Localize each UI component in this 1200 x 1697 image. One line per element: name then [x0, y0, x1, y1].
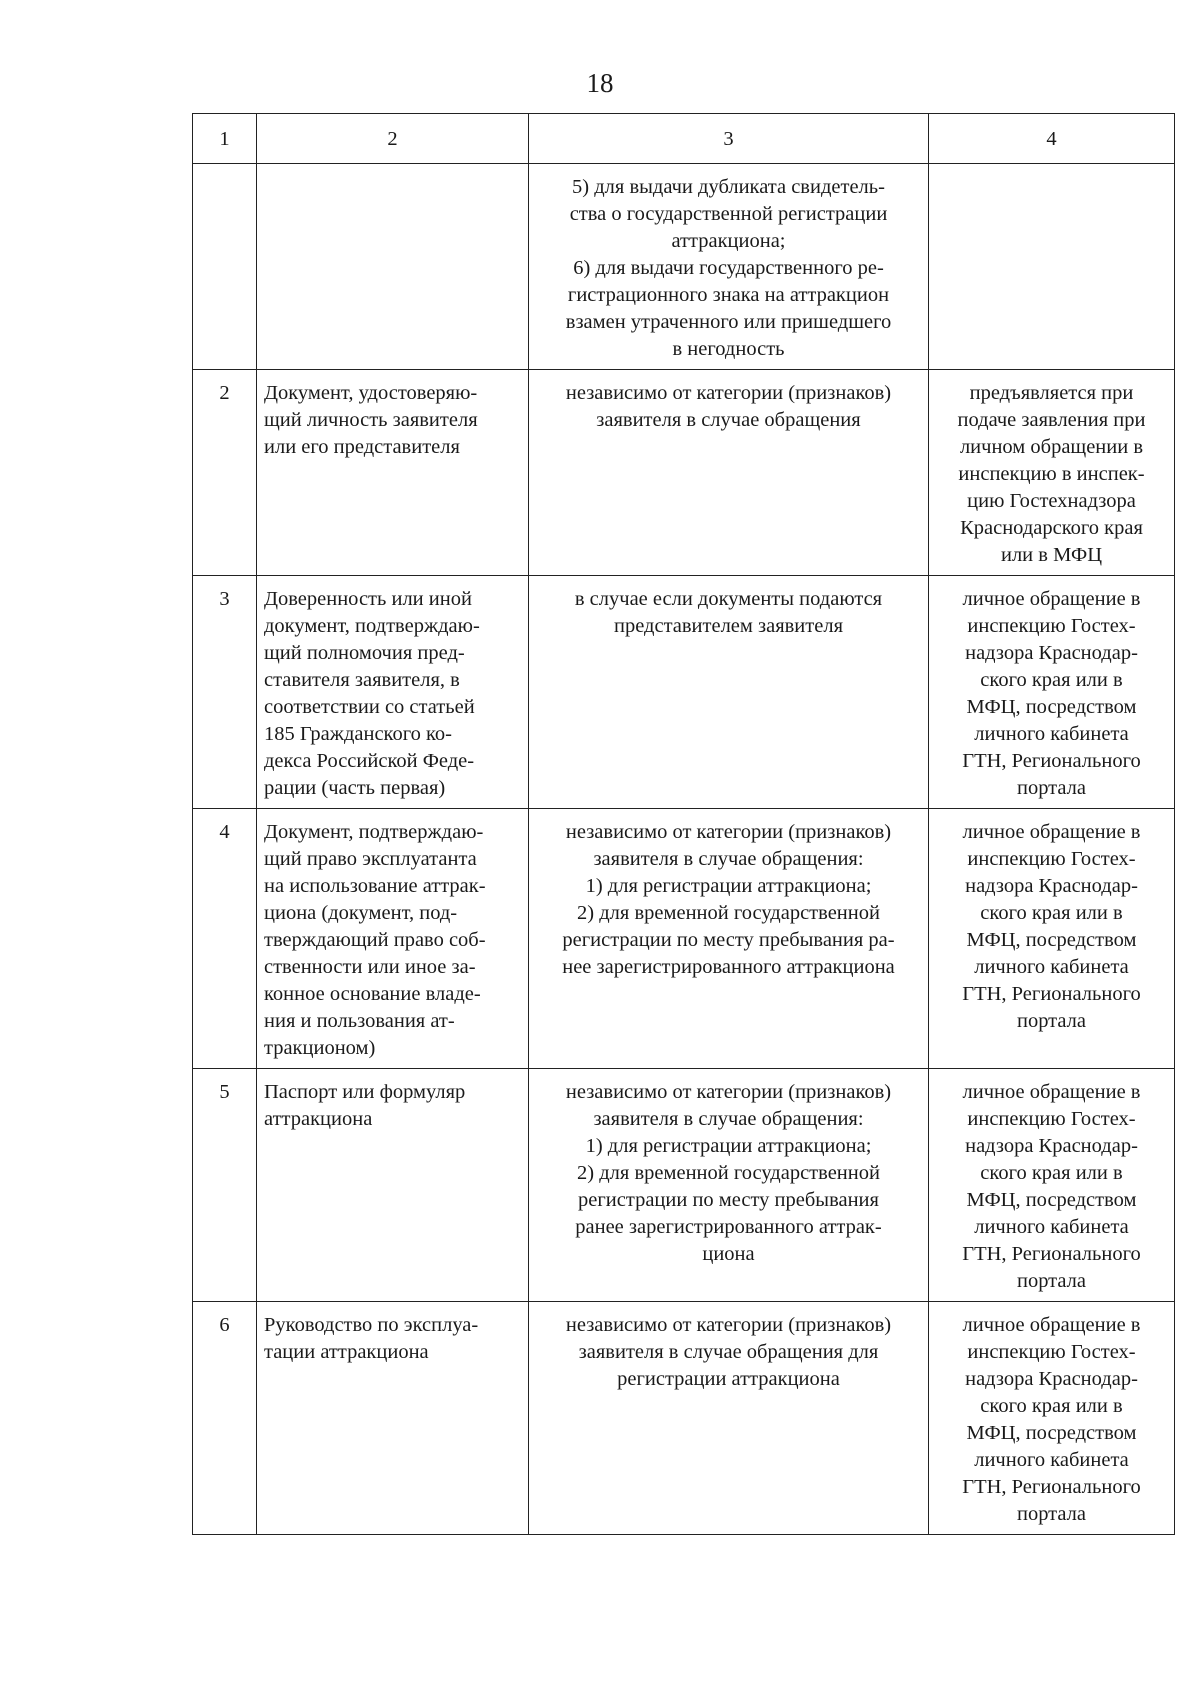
cell-text-line: инспекцию Гостех-: [967, 1341, 1136, 1363]
table-body: [193, 164, 1175, 1535]
cell-text-line: 1) для регистрации аттракциона;: [585, 1135, 872, 1157]
header-cell-1: 1: [193, 114, 257, 164]
cell-text-line: надзора Краснодар-: [965, 875, 1138, 897]
table-row: [193, 1302, 1175, 1535]
cell-text-line: инспекцию Гостех-: [967, 1108, 1136, 1130]
cell-text-line: независимо от категории (признаков): [565, 382, 892, 404]
cell-text-line: тракционом): [264, 1037, 376, 1059]
cell-text-line: аттракциона: [264, 1108, 373, 1130]
cell-text-line: представителем заявителя: [613, 615, 843, 637]
cell-text-line: Паспорт или формуляр: [264, 1081, 466, 1103]
document-name-cell: [257, 809, 529, 1069]
cell-text-line: документ, подтверждаю-: [264, 615, 480, 637]
documents-table: [192, 113, 1175, 1535]
cell-text-line: независимо от категории (признаков): [565, 821, 892, 843]
cell-text-line: МФЦ, посредством: [966, 696, 1137, 718]
cell-text-line: регистрации по месту пребывания ра-: [562, 929, 895, 951]
cell-text-line: 1) для регистрации аттракциона;: [585, 875, 872, 897]
header-cell-3: 3: [529, 114, 929, 164]
document-name-cell: [257, 576, 529, 809]
cell-text-line: регистрации аттракциона: [617, 1368, 840, 1390]
table-row: [193, 164, 1175, 370]
cell-text-line: надзора Краснодар-: [965, 642, 1138, 664]
cell-text-line: нее зарегистрированного аттракциона: [562, 956, 895, 978]
cell-text-line: цию Гостехнадзора: [967, 490, 1136, 512]
header-cell-4: 4: [929, 114, 1175, 164]
condition-cell: [529, 164, 929, 370]
cell-text-line: личного кабинета: [974, 1216, 1129, 1238]
cell-text-line: 5) для выдачи дубликата свидетель-: [572, 176, 885, 198]
condition-cell: [529, 370, 929, 576]
cell-text-line: циона: [702, 1243, 755, 1265]
condition-cell: [529, 809, 929, 1069]
cell-text-line: ГТН, Регионального: [962, 750, 1141, 772]
cell-text-line: Руководство по эксплуа-: [264, 1314, 479, 1336]
cell-text-line: щий личность заявителя: [264, 409, 478, 431]
cell-text-line: инспекцию Гостех-: [967, 615, 1136, 637]
cell-text-line: Краснодарского края: [960, 517, 1143, 539]
cell-text-line: заявителя в случае обращения: [596, 409, 861, 431]
cell-text-line: независимо от категории (признаков): [565, 1314, 892, 1336]
cell-text-line: личное обращение в: [962, 588, 1141, 610]
cell-text-line: ГТН, Регионального: [962, 1243, 1141, 1265]
cell-text-line: регистрации по месту пребывания: [578, 1189, 879, 1211]
cell-text-line: МФЦ, посредством: [966, 1189, 1137, 1211]
cell-text-line: щий полномочия пред-: [264, 642, 465, 664]
cell-text-line: заявителя в случае обращения для: [578, 1341, 879, 1363]
cell-text-line: ственности или иное за-: [264, 956, 476, 978]
row-number-cell: 2: [193, 370, 257, 576]
page-number: 18: [586, 68, 614, 98]
condition-cell: [529, 576, 929, 809]
cell-text-line: тации аттракциона: [264, 1341, 429, 1363]
cell-text-line: ского края или в: [980, 1162, 1123, 1184]
cell-text-line: ния и пользования ат-: [264, 1010, 455, 1032]
condition-cell: [529, 1302, 929, 1535]
row-number-cell: 5: [193, 1069, 257, 1302]
cell-text-line: Документ, удостоверяю-: [264, 382, 478, 404]
table-row: [193, 370, 1175, 576]
document-name-cell: [257, 1069, 529, 1302]
cell-text-line: ранее зарегистрированного аттрак-: [575, 1216, 882, 1238]
cell-text-line: или его представителя: [264, 436, 460, 458]
cell-text-line: предъявляется при: [969, 382, 1134, 404]
row-number-cell: 6: [193, 1302, 257, 1535]
cell-text-line: личное обращение в: [962, 1314, 1141, 1336]
table-row: [193, 1069, 1175, 1302]
table-header: [193, 114, 1175, 164]
cell-text-line: или в МФЦ: [1000, 544, 1103, 566]
cell-text-line: заявителя в случае обращения:: [593, 848, 864, 870]
cell-text-line: ГТН, Регионального: [962, 983, 1141, 1005]
cell-text-line: ского края или в: [980, 669, 1123, 691]
cell-text-line: личное обращение в: [962, 1081, 1141, 1103]
cell-text-line: личного кабинета: [974, 956, 1129, 978]
cell-text-line: 185 Гражданского ко-: [264, 723, 452, 745]
cell-text-line: личном обращении в: [959, 436, 1144, 458]
submission-method-cell: [929, 1069, 1175, 1302]
cell-text-line: взамен утраченного или пришедшего: [565, 311, 892, 333]
cell-text-line: рации (часть первая): [264, 777, 446, 799]
submission-method-cell: [929, 164, 1175, 370]
cell-text-line: тверждающий право соб-: [264, 929, 486, 951]
cell-text-line: ского края или в: [980, 1395, 1123, 1417]
cell-text-line: декса Российской Феде-: [264, 750, 475, 772]
cell-text-line: портала: [1016, 1270, 1087, 1292]
cell-text-line: щий право эксплуатанта: [264, 848, 477, 870]
cell-text-line: ства о государственной регистрации: [569, 203, 888, 225]
header-row: [193, 114, 1175, 164]
cell-text-line: подаче заявления при: [957, 409, 1146, 431]
header-cell-2: 2: [257, 114, 529, 164]
cell-text-line: 2) для временной государственной: [577, 1162, 880, 1184]
document-name-cell: [257, 370, 529, 576]
cell-text-line: соответствии со статьей: [264, 696, 475, 718]
cell-text-line: 6) для выдачи государственного ре-: [573, 257, 884, 279]
submission-method-cell: [929, 576, 1175, 809]
cell-text-line: гистрационного знака на аттракцион: [567, 284, 890, 306]
row-number-cell: 4: [193, 809, 257, 1069]
row-number-cell: [193, 164, 257, 370]
document-name-cell: [257, 1302, 529, 1535]
cell-text-line: надзора Краснодар-: [965, 1368, 1138, 1390]
cell-text-line: ГТН, Регионального: [962, 1476, 1141, 1498]
table-row: [193, 809, 1175, 1069]
cell-text-line: портала: [1016, 1010, 1087, 1032]
cell-text-line: на использование аттрак-: [264, 875, 486, 897]
cell-text-line: МФЦ, посредством: [966, 929, 1137, 951]
cell-text-line: 2) для временной государственной: [577, 902, 880, 924]
cell-text-line: заявителя в случае обращения:: [593, 1108, 864, 1130]
submission-method-cell: [929, 370, 1175, 576]
cell-text-line: надзора Краснодар-: [965, 1135, 1138, 1157]
cell-text-line: конное основание владе-: [264, 983, 481, 1005]
cell-text-line: Документ, подтверждаю-: [264, 821, 484, 843]
row-number-cell: 3: [193, 576, 257, 809]
cell-text-line: инспекцию в инспек-: [958, 463, 1145, 485]
cell-text-line: инспекцию Гостех-: [967, 848, 1136, 870]
cell-text-line: личного кабинета: [974, 723, 1129, 745]
cell-text-line: Доверенность или иной: [264, 588, 472, 610]
cell-text-line: независимо от категории (признаков): [565, 1081, 892, 1103]
cell-text-line: личное обращение в: [962, 821, 1141, 843]
document-name-cell: [257, 164, 529, 370]
submission-method-cell: [929, 809, 1175, 1069]
submission-method-cell: [929, 1302, 1175, 1535]
table-row: [193, 576, 1175, 809]
cell-text-line: личного кабинета: [974, 1449, 1129, 1471]
cell-text-line: в негодность: [672, 338, 785, 360]
cell-text-line: ского края или в: [980, 902, 1123, 924]
cell-text-line: портала: [1016, 777, 1087, 799]
cell-text-line: в случае если документы подаются: [574, 588, 883, 610]
condition-cell: [529, 1069, 929, 1302]
cell-text-line: МФЦ, посредством: [966, 1422, 1137, 1444]
cell-text-line: циона (документ, под-: [264, 902, 458, 924]
cell-text-line: ставителя заявителя, в: [264, 669, 460, 691]
cell-text-line: портала: [1016, 1503, 1087, 1525]
cell-text-line: аттракциона;: [671, 230, 786, 252]
